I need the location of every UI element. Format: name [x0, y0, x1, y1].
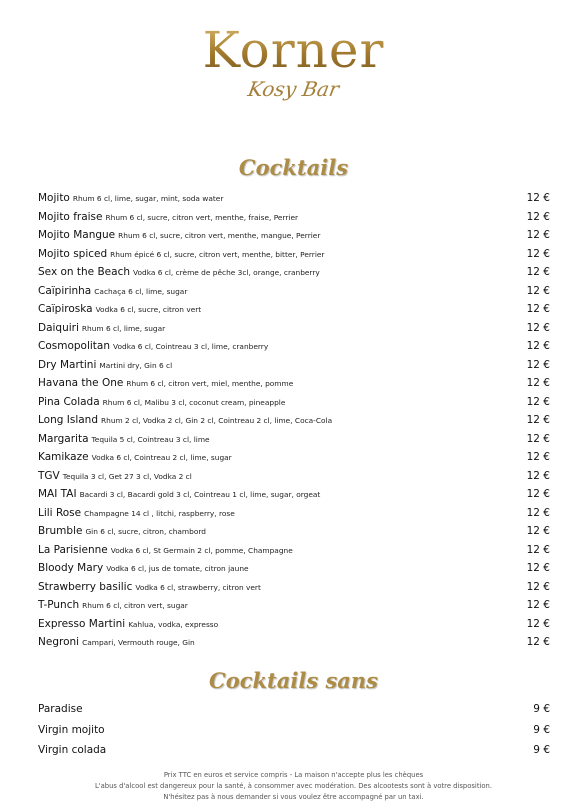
menu-item-name: Lili Rose: [38, 506, 82, 519]
menu-item-name: Margarita: [38, 432, 89, 445]
menu-item-description: Rhum 2 cl, Vodka 2 cl, Gin 2 cl, Cointreau 2 cl, lime, Coca-Cola: [101, 416, 333, 425]
menu-item-price: 9 €: [533, 703, 550, 715]
menu-item-name: Mojito Mangue: [38, 229, 116, 241]
menu-item: [38, 334, 550, 353]
menu-item-text: [38, 575, 261, 594]
menu-item-name: TGV: [38, 469, 60, 482]
menu-item-price: 12 €: [526, 599, 550, 611]
menu-item-text: [38, 334, 268, 353]
menu-item-name: Daiquiri: [38, 321, 79, 334]
menu-item-name: Mojito: [38, 192, 70, 204]
menu-item-name: Strawberry basilic: [38, 580, 133, 593]
menu-item-description: Rhum 6 cl, sucre, citron vert, menthe, mangue, Perrier: [118, 231, 321, 240]
menu-item: [38, 223, 550, 242]
menu-item-text: [38, 316, 165, 335]
menu-item-description: Vodka 6 cl, jus de tomate, citron jaune: [106, 564, 249, 573]
menu-item: [38, 501, 550, 520]
menu-item-text: [38, 445, 232, 464]
menu-item-name: Mojito fraise: [38, 210, 103, 223]
menu-item-name: Paradise: [38, 703, 83, 715]
menu-item-description: Gin 6 cl, sucre, citron, chambord: [85, 527, 206, 536]
menu-item-price: 12 €: [526, 247, 550, 260]
menu-item-name: MAI TAI: [38, 488, 77, 500]
footer-line: L'abus d'alcool est dangereux pour la santé, à consommer avec modération. Des alcootests sont à votre disposition.: [94, 782, 492, 790]
menu-item-price: 12 €: [526, 432, 550, 445]
menu-item-text: [38, 205, 298, 224]
menu-item: [38, 482, 550, 501]
cocktails-heading: Cocktails: [238, 155, 349, 180]
menu-item-text: [38, 427, 210, 446]
menu-item: [38, 697, 550, 718]
menu-item-description: Vodka 6 cl, sucre, citron vert: [95, 305, 202, 314]
menu-item-name: Mojito spiced: [38, 247, 108, 260]
footer-line: Prix TTC en euros et service compris - La maison n'accepte plus les chèques: [163, 771, 424, 779]
menu-item-price: 12 €: [526, 617, 550, 630]
menu-item-price: 12 €: [526, 266, 550, 278]
menu-item-text: [38, 186, 223, 205]
menu-item-price: 9 €: [533, 744, 550, 756]
menu-item-text: [38, 593, 188, 612]
menu-item-text: [38, 353, 172, 372]
menu-item: [38, 371, 550, 390]
menu-item-name: Dry Martini: [38, 358, 97, 371]
menu-item: [38, 279, 550, 298]
menu-item-price: 12 €: [526, 506, 550, 519]
menu-item-price: 12 €: [526, 469, 550, 482]
menu-item: [38, 519, 550, 538]
menu-item: [38, 464, 550, 483]
menu-item: [38, 630, 550, 649]
menu-item-price: 12 €: [526, 562, 550, 574]
footer: [0, 770, 587, 803]
menu-item-name: Virgin mojito: [38, 723, 105, 736]
menu-item-text: [38, 519, 206, 538]
menu-item: [38, 205, 550, 224]
menu-item-price: 12 €: [526, 284, 550, 297]
menu-item-description: Rhum 6 cl, citron vert, miel, menthe, pomme: [126, 379, 294, 388]
menu-item-text: [38, 371, 293, 390]
menu-item-description: Vodka 6 cl, strawberry, citron vert: [135, 582, 261, 592]
cocktails-sans-list: [38, 697, 550, 759]
cocktails-sans-heading: Cocktails sans: [209, 668, 378, 693]
menu-item-price: 12 €: [526, 525, 550, 537]
menu-item: [38, 242, 550, 261]
menu-item-name: Expresso Martini: [38, 617, 126, 630]
menu-item-description: Rhum 6 cl, Malibu 3 cl, coconut cream, pineapple: [102, 397, 286, 407]
menu-item-name: T-Punch: [38, 599, 80, 611]
menu-item: [38, 427, 550, 446]
menu-item-price: 12 €: [526, 192, 550, 204]
menu-item-price: 12 €: [526, 210, 550, 223]
menu-item-price: 12 €: [526, 395, 550, 408]
menu-item-price: 12 €: [526, 488, 550, 500]
menu-item: [38, 575, 550, 594]
menu-item-text: [38, 242, 324, 261]
menu-item-description: Tequila 5 cl, Cointreau 3 cl, lime: [91, 434, 210, 444]
menu-item-price: 12 €: [526, 358, 550, 371]
logo-wordmark: Korner: [0, 22, 587, 78]
menu-item-price: 12 €: [526, 414, 550, 426]
menu-item-name: Caïpirinha: [38, 284, 92, 297]
menu-item-text: [38, 538, 293, 557]
menu-item: [38, 353, 550, 372]
menu-item-text: [38, 260, 320, 279]
menu-item-price: 12 €: [526, 303, 550, 315]
menu-item-text: [38, 718, 105, 737]
menu-item-description: Rhum 6 cl, lime, sugar: [81, 323, 166, 333]
menu-item-text: [38, 697, 83, 716]
menu-item: [38, 260, 550, 279]
menu-item-description: Cachaça 6 cl, lime, sugar: [94, 286, 188, 296]
menu-item-name: Bloody Mary: [38, 562, 104, 574]
menu-item-name: Virgin colada: [38, 744, 107, 756]
menu-item-text: [38, 390, 285, 409]
menu-item-description: Vodka 6 cl, Cointreau 3 cl, lime, cranberry: [113, 342, 269, 351]
menu-item-text: [38, 223, 320, 242]
logo: [0, 22, 587, 100]
menu-item: [38, 316, 550, 335]
menu-item-description: Rhum 6 cl, sucre, citron vert, menthe, fraise, Perrier: [105, 212, 299, 222]
menu-item: [38, 445, 550, 464]
menu-item-name: Sex on the Beach: [38, 266, 131, 278]
menu-item-price: 12 €: [526, 377, 550, 389]
menu-item: [38, 297, 550, 316]
menu-item-description: Bacardi 3 cl, Bacardi gold 3 cl, Cointreau 1 cl, lime, sugar, orgeat: [79, 490, 321, 499]
menu-item-text: [38, 501, 235, 520]
menu-item: [38, 408, 550, 427]
menu-item-text: [38, 464, 192, 483]
menu-item-text: [38, 556, 249, 575]
menu-item-price: 12 €: [526, 229, 550, 241]
menu-item-name: Long Island: [38, 414, 98, 426]
menu-item-name: Kamikaze: [38, 451, 89, 463]
menu-item-description: Tequila 3 cl, Get 27 3 cl, Vodka 2 cl: [62, 471, 192, 481]
menu-item: [38, 390, 550, 409]
menu-item-text: [38, 482, 320, 501]
menu-item-description: Champagne 14 cl , litchi, raspberry, rose: [84, 508, 235, 518]
menu-item-price: 12 €: [526, 340, 550, 352]
menu-item-description: Vodka 6 cl, Cointreau 2 cl, lime, sugar: [91, 453, 232, 462]
menu-item-price: 12 €: [526, 543, 550, 556]
menu-item-description: Rhum 6 cl, citron vert, sugar: [82, 601, 188, 610]
menu-item-price: 12 €: [526, 321, 550, 334]
menu-item-description: Vodka 6 cl, St Germain 2 cl, pomme, Champagne: [110, 545, 293, 555]
footer-line: N'hésitez pas à nous demander si vous voulez être accompagné par un taxi.: [163, 793, 424, 801]
menu-item-description: Campari, Vermouth rouge, Gin: [82, 638, 195, 647]
menu-item: [38, 612, 550, 631]
menu-item-name: Caïpiroska: [38, 303, 93, 315]
menu-item-name: Negroni: [38, 636, 80, 648]
menu-item-description: Martini dry, Gin 6 cl: [99, 360, 173, 370]
menu-item-name: Cosmopolitan: [38, 340, 111, 352]
menu-item-text: [38, 612, 218, 631]
menu-item-text: [38, 297, 201, 316]
menu-item-price: 12 €: [526, 451, 550, 463]
menu-item: [38, 593, 550, 612]
menu-item-name: La Parisienne: [38, 543, 108, 556]
menu-item: [38, 738, 550, 759]
menu-item: [38, 718, 550, 739]
menu-item-text: [38, 630, 195, 649]
menu-item-description: Kahlua, vodka, expresso: [128, 619, 219, 629]
menu-item-description: Vodka 6 cl, crème de pêche 3cl, orange, cranberry: [133, 268, 320, 277]
menu-item-price: 12 €: [526, 636, 550, 648]
menu-item-text: [38, 408, 332, 427]
cocktails-list: [38, 186, 550, 649]
menu-item-price: 9 €: [533, 723, 550, 736]
menu-item: [38, 538, 550, 557]
menu-item-name: Pina Colada: [38, 395, 100, 408]
menu-item-text: [38, 279, 187, 298]
menu-item-name: Brumble: [38, 525, 83, 537]
menu-item: [38, 186, 550, 205]
menu-item-text: [38, 738, 106, 757]
menu-item-description: Rhum 6 cl, lime, sugar, mint, soda water: [72, 194, 224, 203]
menu-item-price: 12 €: [526, 580, 550, 593]
menu-item: [38, 556, 550, 575]
logo-tagline: Kosy Bar: [246, 77, 341, 101]
menu-item-name: Havana the One: [38, 377, 124, 389]
menu-item-description: Rhum épicé 6 cl, sucre, citron vert, menthe, bitter, Perrier: [110, 249, 325, 259]
